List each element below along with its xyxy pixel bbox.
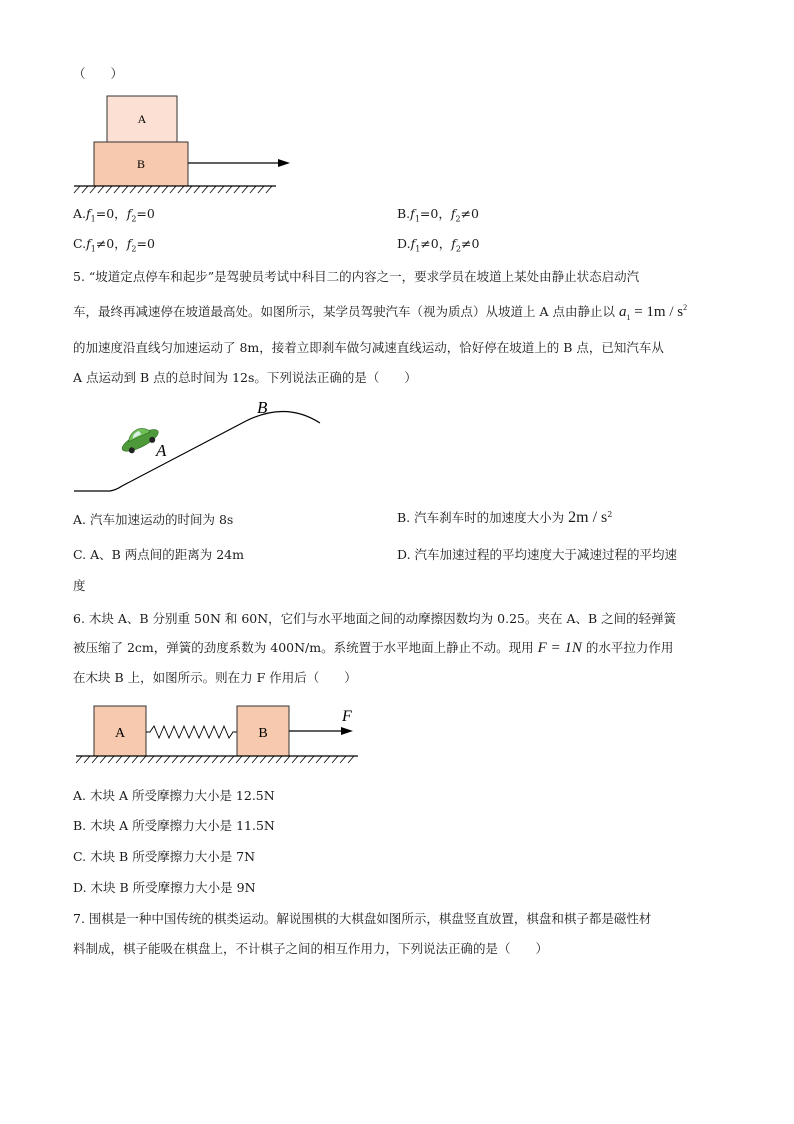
q5-figure-slope [70, 393, 330, 497]
q6-option-a: A. 木块 A 所受摩擦力大小是 12.5N [73, 788, 275, 803]
car-icon [117, 421, 161, 456]
q4-option-b: $B.f_1=0$，$f_2\ne 0$ [397, 206, 480, 224]
q5-option-b: B. 汽车刹车时的加速度大小为 $2m / s^2$ [397, 509, 613, 526]
slope-road [74, 411, 320, 491]
q5-option-a: A. 汽车加速运动的时间为 8s [73, 512, 234, 527]
ground-hatching [74, 186, 272, 193]
q6-option-d: D. 木块 B 所受摩擦力大小是 9N [73, 880, 256, 895]
q6-option-b: B. 木块 A 所受摩擦力大小是 11.5N [73, 818, 275, 833]
q7-stem-line1: 7. 围棋是一种中国传统的棋类运动。解说围棋的大棋盘如图所示，棋盘竖直放置，棋盘和棋子都是磁性材 [73, 911, 652, 926]
spring [146, 726, 237, 738]
block-a-label: A [137, 112, 147, 126]
block-b-label: B [258, 726, 268, 741]
force-arrowhead [278, 159, 290, 167]
q6-stem-line3: 在木块 B 上，如图所示。则在力 F 作用后（ ） [73, 670, 357, 685]
q5-stem-line2: 车，最终再减速停在坡道最高处。如图所示，某学员驾驶汽车（视为质点）从坡道上 A 点由静止以 $a_1 = 1m / s^2$ [73, 303, 688, 322]
force-arrowhead [341, 727, 353, 735]
q6-option-c: C. 木块 B 所受摩擦力大小是 7N [73, 849, 256, 864]
q4-option-a: $A.f_1=0$，$f_2=0$ [73, 206, 155, 224]
q5-stem-line4: A 点运动到 B 点的总时间为 12s。下列说法正确的是（ ） [73, 370, 417, 385]
block-b-label: B [136, 157, 146, 171]
q5-option-c: C. A、B 两点间的距离为 24m [73, 547, 244, 562]
q5-option-d-line1: D. 汽车加速过程的平均速度大于减速过程的平均速 [397, 547, 678, 562]
ground-hatching [76, 756, 354, 763]
q4-figure-stacked-blocks [70, 92, 300, 196]
q6-stem-line1: 6. 木块 A、B 分别重 50N 和 60N，它们与水平地面之间的动摩擦因数均为 0.25。夹在 A、B 之间的轻弹簧 [73, 611, 677, 626]
q6-stem-line2: 被压缩了 2cm，弹簧的劲度系数为 400N/m。系统置于水平地面上静止不动。现用 F = 1N 的水平拉力作用 [73, 640, 674, 656]
q5-stem-line1: 5. “坡道定点停车和起步”是驾驶员考试中科目二的内容之一，要求学员在坡道上某处由静止状态启动汽 [73, 269, 640, 284]
point-b-label: B [257, 398, 268, 417]
q5-stem-line3: 的加速度沿直线匀加速运动了 8m，接着立即刹车做匀减速直线运动，恰好停在坡道上的 B 点，已知汽车从 [73, 340, 664, 355]
q5-option-d-line2: 度 [73, 578, 86, 593]
q4-paren: （ ） [73, 66, 124, 81]
block-a-label: A [114, 726, 126, 741]
q4-option-c: $C.f_1\ne 0$，$f_2=0$ [73, 236, 155, 254]
point-a-label: A [156, 441, 167, 460]
force-label: F [342, 708, 352, 725]
q4-option-d: $D.f_1\ne 0$，$f_2\ne 0$ [397, 236, 480, 254]
q6-figure-spring-blocks [70, 700, 370, 772]
q7-stem-line2: 料制成，棋子能吸在棋盘上，不计棋子之间的相互作用力，下列说法正确的是（ ） [73, 941, 549, 956]
